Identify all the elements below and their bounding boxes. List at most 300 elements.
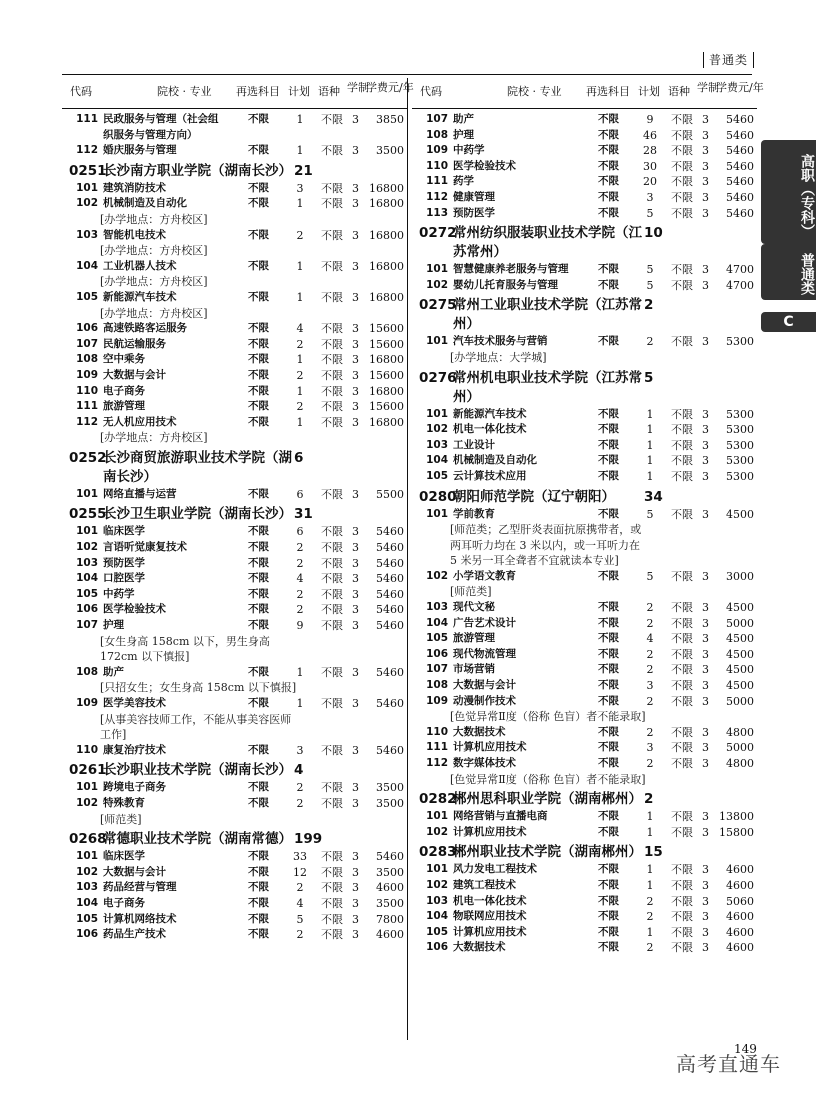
major-name: 新能源汽车技术 <box>103 290 177 303</box>
major-code: 102 <box>76 796 98 809</box>
years: 3 <box>352 541 359 555</box>
school-code: 0275 <box>419 297 457 314</box>
major-note: [师范类] <box>100 812 142 826</box>
major-name: 计算机网络技术 <box>103 912 177 925</box>
years: 3 <box>702 910 709 924</box>
school-name: 长沙职业技术学院（湖南长沙） <box>103 762 292 779</box>
major-code: 101 <box>76 487 98 500</box>
table-row <box>62 780 407 796</box>
subject-requirement: 不限 <box>598 601 619 614</box>
subject-requirement: 不限 <box>248 865 269 878</box>
table-row <box>412 569 757 585</box>
major-name: 机械制造及自动化 <box>453 454 537 467</box>
tuition-fee: 4500 <box>726 601 754 615</box>
subject-requirement: 不限 <box>248 896 269 909</box>
right-column <box>412 80 764 956</box>
years: 3 <box>352 603 359 617</box>
subject-requirement: 不限 <box>598 757 619 769</box>
years: 3 <box>702 810 709 824</box>
school-code: 0252 <box>69 449 107 466</box>
table-row <box>62 571 407 587</box>
tuition-fee: 4800 <box>726 725 754 739</box>
plan-count: 2 <box>646 616 654 630</box>
table-row <box>62 143 407 159</box>
years: 3 <box>702 438 709 452</box>
school-plan-total: 199 <box>294 831 323 848</box>
major-name: 机电一体化技术 <box>453 894 527 907</box>
language: 不限 <box>671 263 693 277</box>
plan-count: 1 <box>646 863 654 877</box>
table-row <box>412 809 757 825</box>
plan-count: 1 <box>296 665 304 679</box>
school-name: 郴州思科职业学院（湖南郴州） <box>453 791 642 808</box>
major-name: 特殊教育 <box>103 796 145 809</box>
years: 3 <box>352 337 359 351</box>
subject-requirement: 不限 <box>248 743 269 756</box>
school-header <box>412 296 757 334</box>
plan-count: 1 <box>296 144 304 158</box>
language: 不限 <box>321 415 343 429</box>
major-name: 预防医学 <box>103 556 145 569</box>
subject-requirement: 不限 <box>248 400 269 413</box>
tuition-fee: 3500 <box>376 865 404 879</box>
plan-count: 1 <box>646 878 654 892</box>
tuition-fee: 5460 <box>726 175 754 189</box>
language: 不限 <box>671 616 693 630</box>
school-plan-total: 10 <box>644 225 663 242</box>
table-row <box>62 880 407 896</box>
tuition-fee: 5460 <box>726 113 754 126</box>
major-code: 109 <box>76 697 98 709</box>
table-row <box>412 507 757 523</box>
major-name: 预防医学 <box>453 206 495 219</box>
left-body <box>62 112 407 943</box>
school-plan-total: 31 <box>294 506 313 523</box>
plan-count: 5 <box>646 206 654 220</box>
tuition-fee: 4500 <box>726 507 754 521</box>
major-note: [办学地点：方舟校区] <box>100 431 208 445</box>
plan-count: 1 <box>646 407 654 421</box>
subject-requirement: 不限 <box>248 144 269 157</box>
major-name: 市场营销 <box>453 663 495 676</box>
major-name: 健康管理 <box>453 190 495 203</box>
years: 3 <box>702 407 709 421</box>
subject-requirement: 不限 <box>598 694 619 707</box>
major-code: 102 <box>76 865 98 878</box>
years: 3 <box>702 757 709 770</box>
years: 3 <box>352 228 359 242</box>
language: 不限 <box>321 781 343 795</box>
school-name: 常州工业职业技术学院（江苏常州） <box>453 297 642 333</box>
header-code: 代码 <box>70 85 92 98</box>
years: 3 <box>702 507 709 521</box>
plan-count: 1 <box>646 423 654 437</box>
plan-count: 5 <box>646 569 654 583</box>
plan-count: 5 <box>646 278 654 292</box>
plan-count: 4 <box>296 322 304 336</box>
plan-count: 2 <box>296 796 304 810</box>
tuition-fee: 5460 <box>376 697 404 710</box>
major-code: 104 <box>76 896 98 909</box>
table-row <box>62 743 407 759</box>
major-code: 102 <box>426 825 448 838</box>
years: 3 <box>702 278 709 292</box>
major-name: 计算机应用技术 <box>453 741 527 754</box>
major-name: 婴幼儿托育服务与管理 <box>453 278 558 291</box>
page-number: 149 <box>734 1042 757 1056</box>
language: 不限 <box>321 928 343 942</box>
major-note: [办学地点：方舟校区] <box>100 212 208 226</box>
tuition-fee: 16800 <box>369 384 404 398</box>
subject-requirement: 不限 <box>598 825 619 838</box>
table-row <box>412 909 757 925</box>
school-code: 0276 <box>419 369 457 386</box>
plan-count: 1 <box>296 197 304 211</box>
major-code: 102 <box>76 197 98 210</box>
tuition-fee: 4600 <box>726 878 754 892</box>
tuition-fee: 16800 <box>369 290 404 304</box>
subject-requirement: 不限 <box>598 941 619 954</box>
years: 3 <box>702 694 709 708</box>
years: 3 <box>702 647 709 661</box>
subject-requirement: 不限 <box>248 881 269 894</box>
school-header <box>62 505 407 524</box>
school-plan-total: 15 <box>644 844 663 861</box>
major-name: 电子商务 <box>103 384 145 397</box>
major-note: [女生身高 158cm 以下，男生身高 172cm 以下慎报] <box>100 634 270 664</box>
language: 不限 <box>321 572 343 586</box>
plan-count: 6 <box>296 525 304 539</box>
plan-count: 2 <box>646 757 654 770</box>
table-row <box>412 128 757 144</box>
years: 3 <box>702 569 709 583</box>
header-plan: 计划 <box>288 85 310 98</box>
major-name: 云计算技术应用 <box>453 469 527 482</box>
watermark: 高考直通车 <box>676 1052 781 1076</box>
years: 3 <box>702 878 709 892</box>
plan-count: 2 <box>646 725 654 739</box>
major-name: 网络直播与运营 <box>103 487 177 500</box>
tuition-fee: 15600 <box>369 400 404 414</box>
table-row <box>412 206 757 222</box>
major-name: 大数据与会计 <box>103 368 166 381</box>
tuition-fee: 5460 <box>376 665 404 679</box>
table-row <box>412 740 757 756</box>
major-name: 大数据技术 <box>453 725 506 738</box>
tuition-fee: 3000 <box>726 569 754 583</box>
tuition-fee: 5460 <box>376 525 404 539</box>
major-name-continuation: 织服务与管理方向） <box>103 128 198 141</box>
right-body <box>412 112 757 956</box>
major-name: 药品生产技术 <box>103 928 166 941</box>
years: 3 <box>352 781 359 795</box>
table-row <box>412 453 757 469</box>
years: 3 <box>352 322 359 336</box>
years: 3 <box>352 556 359 570</box>
tuition-fee: 5300 <box>726 335 754 349</box>
subject-requirement: 不限 <box>248 912 269 925</box>
school-plan-total: 5 <box>644 369 654 386</box>
years: 3 <box>702 206 709 220</box>
plan-count: 1 <box>296 290 304 304</box>
tuition-fee: 16800 <box>369 181 404 195</box>
top-rule <box>62 74 752 75</box>
subject-requirement: 不限 <box>598 741 619 754</box>
tuition-fee: 4500 <box>726 679 754 693</box>
language: 不限 <box>321 181 343 195</box>
major-note: [色觉异常Ⅱ度（俗称 色盲）者不能录取] <box>450 710 646 724</box>
table-row <box>412 159 757 175</box>
major-code: 101 <box>426 863 448 876</box>
major-code: 102 <box>76 541 98 554</box>
subject-requirement: 不限 <box>598 144 619 157</box>
table-row <box>412 631 757 647</box>
plan-count: 2 <box>646 910 654 924</box>
major-code: 104 <box>76 572 98 585</box>
subject-requirement: 不限 <box>598 278 619 291</box>
school-code: 0280 <box>419 488 457 505</box>
language: 不限 <box>321 368 343 382</box>
years: 3 <box>702 741 709 755</box>
header-school: 院校 · 专业 <box>157 85 212 98</box>
subject-requirement: 不限 <box>248 415 269 428</box>
tuition-fee: 5060 <box>726 894 754 908</box>
years: 3 <box>352 865 359 879</box>
major-note: [办学地点：大学城] <box>450 350 547 364</box>
school-header <box>62 162 407 181</box>
major-code: 104 <box>426 454 448 467</box>
table-row <box>412 112 757 128</box>
major-code: 103 <box>426 894 448 907</box>
header-plan: 计划 <box>638 85 660 98</box>
major-name: 医学检验技术 <box>453 159 516 172</box>
language: 不限 <box>321 896 343 910</box>
major-name: 药品经营与管理 <box>103 881 177 894</box>
years: 3 <box>352 928 359 942</box>
major-code: 105 <box>76 290 98 303</box>
school-header <box>62 449 407 487</box>
subject-requirement: 不限 <box>598 632 619 645</box>
plan-count: 6 <box>296 487 304 501</box>
years: 3 <box>352 525 359 539</box>
major-name: 小学语文教育 <box>453 569 516 582</box>
language: 不限 <box>671 925 693 939</box>
language: 不限 <box>671 632 693 646</box>
major-code: 102 <box>426 569 448 582</box>
major-code: 109 <box>426 694 448 707</box>
tuition-fee: 5000 <box>726 741 754 755</box>
table-row <box>62 337 407 353</box>
table-row <box>412 694 757 710</box>
major-code: 112 <box>76 415 98 428</box>
table-row <box>412 878 757 894</box>
subject-requirement: 不限 <box>248 353 269 366</box>
language: 不限 <box>671 423 693 437</box>
plan-count: 1 <box>296 113 304 126</box>
years: 3 <box>702 190 709 204</box>
years: 3 <box>702 663 709 677</box>
subject-requirement: 不限 <box>598 113 619 125</box>
major-name: 旅游管理 <box>103 400 145 413</box>
subject-requirement: 不限 <box>248 587 269 600</box>
table-row <box>412 756 757 772</box>
table-row <box>62 540 407 556</box>
tuition-fee: 5300 <box>726 423 754 437</box>
language: 不限 <box>321 556 343 570</box>
language: 不限 <box>321 587 343 601</box>
table-row <box>62 259 407 275</box>
subject-requirement: 不限 <box>598 335 619 348</box>
school-plan-total: 2 <box>644 297 654 314</box>
plan-count: 1 <box>646 925 654 939</box>
plan-count: 2 <box>296 400 304 414</box>
school-code: 0268 <box>69 831 107 848</box>
major-code: 107 <box>76 337 98 350</box>
school-name: 常州纺织服装职业技术学院（江苏常州） <box>453 225 642 261</box>
years: 3 <box>352 665 359 679</box>
plan-count: 1 <box>296 415 304 429</box>
language: 不限 <box>321 197 343 211</box>
major-code: 102 <box>426 278 448 291</box>
table-row <box>62 352 407 368</box>
school-plan-total: 4 <box>294 762 304 779</box>
subject-requirement: 不限 <box>598 878 619 891</box>
tuition-fee: 5460 <box>726 128 754 142</box>
major-name: 药学 <box>453 175 474 188</box>
plan-count: 2 <box>296 881 304 895</box>
tuition-fee: 15600 <box>369 322 404 336</box>
tuition-fee: 5000 <box>726 694 754 708</box>
major-name: 民航运输服务 <box>103 337 166 350</box>
plan-count: 1 <box>296 384 304 398</box>
major-code: 101 <box>76 525 98 538</box>
table-row <box>412 678 757 694</box>
major-code: 110 <box>76 743 98 756</box>
table-row <box>412 825 757 841</box>
subject-requirement: 不限 <box>248 384 269 397</box>
table-row <box>412 262 757 278</box>
subject-requirement: 不限 <box>598 423 619 436</box>
plan-count: 2 <box>646 663 654 677</box>
major-name: 大数据与会计 <box>103 865 166 878</box>
school-header <box>412 790 757 809</box>
tuition-fee: 5460 <box>726 206 754 220</box>
table-row <box>62 487 407 503</box>
years: 3 <box>352 144 359 158</box>
subject-requirement: 不限 <box>598 910 619 923</box>
major-code: 105 <box>426 632 448 645</box>
plan-count: 3 <box>646 679 654 693</box>
language: 不限 <box>321 603 343 617</box>
language: 不限 <box>321 665 343 679</box>
language: 不限 <box>671 113 693 126</box>
language: 不限 <box>321 353 343 367</box>
years: 3 <box>702 159 709 173</box>
plan-count: 33 <box>293 850 307 864</box>
major-code: 103 <box>76 881 98 894</box>
language: 不限 <box>671 335 693 349</box>
subject-requirement: 不限 <box>248 290 269 303</box>
subject-requirement: 不限 <box>598 175 619 188</box>
tuition-fee: 5460 <box>376 850 404 864</box>
plan-count: 4 <box>296 572 304 586</box>
years: 3 <box>702 128 709 142</box>
major-code: 110 <box>76 384 98 397</box>
header-req: 再选科目 <box>586 85 630 98</box>
school-header <box>412 843 757 862</box>
language: 不限 <box>671 647 693 661</box>
language: 不限 <box>671 741 693 755</box>
table-row <box>62 556 407 572</box>
major-name: 医学美容技术 <box>103 697 166 709</box>
table-row <box>62 912 407 928</box>
years: 3 <box>352 353 359 367</box>
major-name: 智慧健康养老服务与管理 <box>453 263 569 276</box>
major-code: 101 <box>76 781 98 794</box>
header-tag: 普通类 <box>703 52 754 68</box>
table-row <box>62 524 407 540</box>
years: 3 <box>702 894 709 908</box>
major-code: 102 <box>426 878 448 891</box>
left-column <box>62 80 414 943</box>
subject-requirement: 不限 <box>248 781 269 794</box>
school-header <box>412 224 757 262</box>
years: 3 <box>352 881 359 895</box>
major-note: [色觉异常Ⅱ度（俗称 色盲）者不能录取] <box>450 772 646 786</box>
language: 不限 <box>671 175 693 189</box>
side-tab-letter[interactable]: C <box>761 312 816 332</box>
years: 3 <box>702 144 709 158</box>
major-name: 现代物流管理 <box>453 647 516 660</box>
plan-count: 30 <box>643 159 657 173</box>
years: 3 <box>352 850 359 864</box>
major-code: 113 <box>426 206 448 219</box>
table-row <box>62 415 407 431</box>
tuition-fee: 4600 <box>376 928 404 942</box>
subject-requirement: 不限 <box>248 665 269 678</box>
plan-count: 20 <box>643 175 657 189</box>
language: 不限 <box>321 912 343 926</box>
major-code: 105 <box>76 912 98 925</box>
plan-count: 3 <box>296 743 304 757</box>
tuition-fee: 4700 <box>726 278 754 292</box>
language: 不限 <box>671 469 693 483</box>
major-name: 建筑消防技术 <box>103 181 166 194</box>
major-name: 机械制造及自动化 <box>103 197 187 210</box>
tuition-fee: 16800 <box>369 259 404 273</box>
language: 不限 <box>671 663 693 677</box>
major-code: 101 <box>426 263 448 276</box>
table-row <box>412 600 757 616</box>
major-note: [师范类；乙型肝炎表面抗原携带者，或两耳听力均在 3 米以内，或一耳听力在 5 米另一耳全聋者不宜就读本专业] <box>450 523 642 568</box>
side-tab-category[interactable]: 普通类 <box>761 244 816 300</box>
header-years: 学制 <box>347 81 369 94</box>
plan-count: 4 <box>296 896 304 910</box>
years: 3 <box>702 335 709 349</box>
major-name: 工业机器人技术 <box>103 259 177 272</box>
major-name: 风力发电工程技术 <box>453 863 537 876</box>
years: 3 <box>352 290 359 304</box>
language: 不限 <box>321 144 343 158</box>
side-tab-level[interactable]: 高职（专科） <box>761 140 816 244</box>
major-code: 111 <box>76 113 98 125</box>
column-header <box>412 80 764 109</box>
language: 不限 <box>671 810 693 824</box>
tuition-fee: 4600 <box>726 910 754 924</box>
table-row <box>62 368 407 384</box>
table-row <box>62 896 407 912</box>
header-fee: 学费元/年 <box>716 81 764 94</box>
